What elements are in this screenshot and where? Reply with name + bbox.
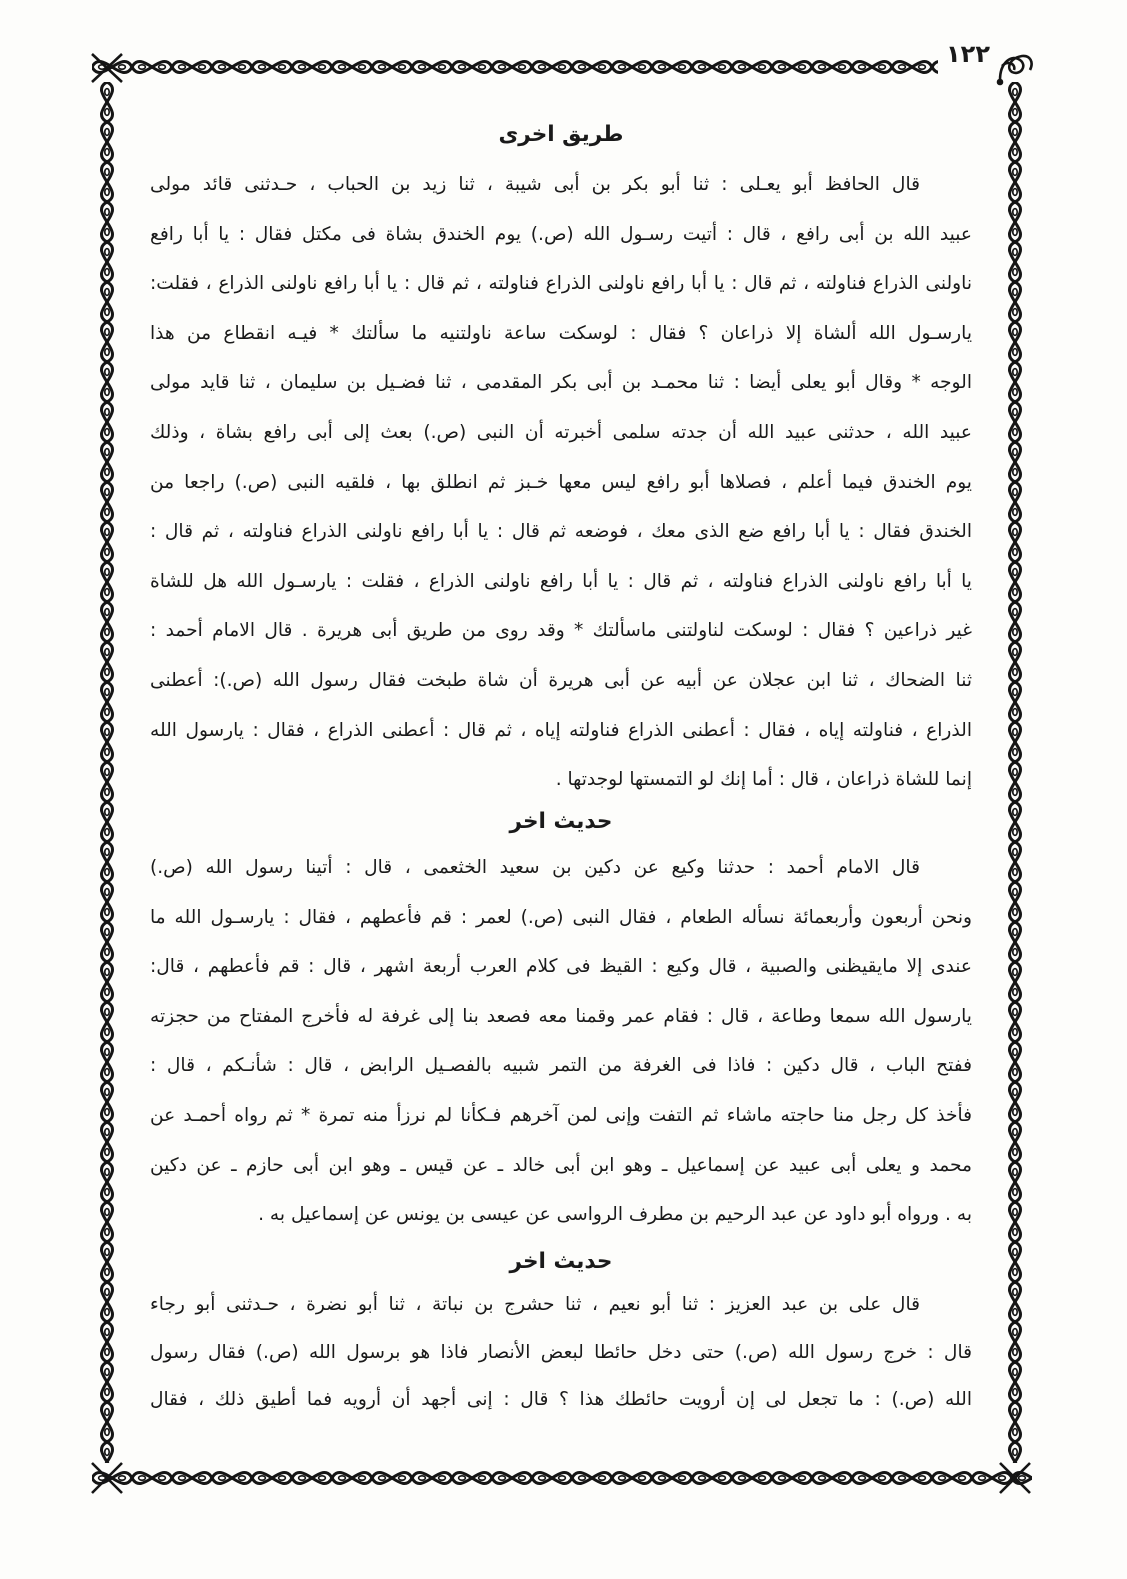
- text-line: به . ورواه أبو داود عن عبد الرحيم بن مطرف الرواسى عن عيسى بن يونس عن إسماعيل به .: [258, 1204, 972, 1225]
- section-heading: طريق اخرى: [498, 122, 624, 147]
- border-left: [92, 82, 122, 1463]
- text-line: ونحن أربعون وأربعمائة نسأله الطعام ، فقال النبى (ص.) لعمر : قم فأعطهم ، فقال : يارسـول الله ما: [150, 907, 972, 928]
- text-line: الذراع ، فناولته إياه ، فقال : أعطنى الذراع فناولته إياه ، ثم قال : أعطنى الذراع ، فقال : يارسول الله: [150, 720, 972, 741]
- text-line: ففتح الباب ، قال دكين : فاذا فى الغرفة من التمر شبيه بالفصـيل الرابض ، قال : شأنـكم ، قال :: [150, 1055, 972, 1076]
- page-number: ١٢٢: [940, 34, 996, 74]
- text-line: ناولنى الذراع فناولته ، ثم قال : يا أبا رافع ناولنى الذراع فناولته ، ثم قال : يا أبا رافع ناولنى الذراع ، فقلت:: [150, 273, 972, 294]
- text-line: الله (ص.) : ما تجعل لى إن أرويت حائطك هذا ؟ قال : إنى أجهد أن أرويه فما أطيق ذلك ، فقال: [150, 1389, 972, 1410]
- text-line: يارسول الله سمعا وطاعة ، قال : فقام عمر وقمنا معه فصعد بنا إلى غرفة له فأخرج المفتاح من حجزته: [150, 1006, 972, 1027]
- text-line: عبيد الله بن أبى رافع ، قال : أتيت رسـول الله (ص.) يوم الخندق بشاة فى مكتل فقال : يا أبا رافع: [150, 224, 972, 245]
- text-line: يوم الخندق فيما أعلم ، فصلاها أبو رافع ليس معها خـبز ثم انطلق بها ، فلقيه النبى (ص.) راجعا من: [150, 472, 972, 493]
- section-heading: حديث اخر: [509, 1249, 613, 1274]
- border-right: [1000, 82, 1030, 1463]
- text-line: يا أبا رافع ناولنى الذراع فناولته ، ثم قال : يا أبا رافع ناولنى الذراع ، فقلت : يارسـول الله هل للشاة: [150, 571, 972, 592]
- section-heading: حديث اخر: [509, 809, 613, 834]
- text-line: غير ذراعين ؟ فقال : لوسكت لناولتنى ماسألتك * وقد روى من طريق أبى هريرة . قال الامام أحمد :: [150, 620, 972, 641]
- border-top: [92, 52, 938, 82]
- text-line: قال الحافظ أبو يعـلى : ثنا أبو بكر بن أبى شيبة ، ثنا زيد بن الحباب ، حـدثنى قائد مولى: [150, 174, 920, 195]
- text-line: قال الامام أحمد : حدثنا وكيع عن دكين بن سعيد الخثعمى ، قال : أتينا رسول الله (ص.): [150, 857, 920, 878]
- text-line: إنما للشاة ذراعان ، قال : أما إنك لو التمستها لوجدتها .: [555, 769, 972, 790]
- text-line: الخندق فقال : يا أبا رافع ضع الذى معك ، فوضعه ثم قال : يا أبا رافع ناولنى الذراع فناولته ، ثم قال :: [150, 521, 972, 542]
- text-line: قال على بن عبد العزيز : ثنا أبو نعيم ، ثنا حشرج بن نباتة ، ثنا أبو نضرة ، حـدثنى أبو رجاء: [150, 1294, 920, 1315]
- text-line: عبيد الله ، حدثنى عبيد الله أن جدته سلمى أخبرته أن النبى (ص.) بعث إلى أبى رافع بشاة ، وذلك: [150, 422, 972, 443]
- text-line: عندى إلا مايقيظنى والصبية ، قال وكيع : القيظ فى كلام العرب أربعة اشهر ، قال : قم فأعطهم ، قال:: [150, 956, 972, 977]
- text-line: الوجه * وقال أبو يعلى أيضا : ثنا محمـد بن أبى بكر المقدمى ، ثنا فضـيل بن سليمان ، ثنا قايد مولى: [150, 372, 972, 393]
- text-line: ثنا الضحاك ، ثنا ابن عجلان عن أبيه عن أبى هريرة أن شاة طبخت فقال رسول الله (ص.): أعطنى: [150, 670, 972, 691]
- text-line: يارسـول الله ألشاة إلا ذراعان ؟ فقال : لوسكت ساعة ناولتنيه ما سألتك * فيـه انقطاع من هذا: [150, 323, 972, 344]
- text-line: قال : خرج رسول الله (ص.) حتى دخل حائطا لبعض الأنصار فاذا هو برسول الله (ص.) فقال رسول: [150, 1342, 972, 1363]
- border-bottom: [92, 1463, 1032, 1493]
- text-line: محمد و يعلى أبى عبيد عن إسماعيل ـ وهو ابن أبى خالد ـ عن قيس ـ وهو ابن أبى حازم ـ عن دكين: [150, 1155, 972, 1176]
- text-line: فأخذ كل رجل منا حاجته ماشاء ثم التفت وإنى لمن آخرهم فـكأنا لم نرزأ منه تمرة * ثم رواه أحمـد عن: [150, 1105, 972, 1126]
